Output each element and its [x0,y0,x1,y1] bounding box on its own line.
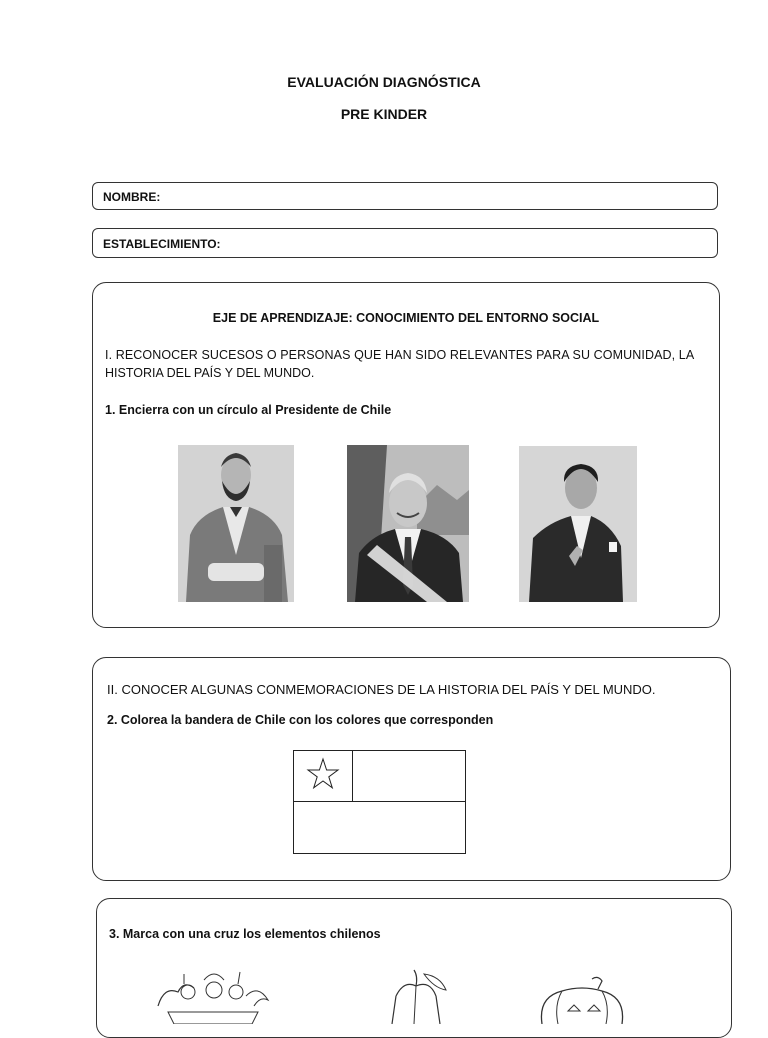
question-1: 1. Encierra con un círculo al Presidente de Chile [105,403,392,417]
question-2: 2. Colorea la bandera de Chile con los colores que corresponden [107,713,494,727]
pumpkin-drawing[interactable] [532,975,632,1024]
portrait-historical-man[interactable] [178,445,294,602]
portrait-tv-host[interactable] [519,446,637,602]
name-field[interactable] [92,182,718,210]
objective-line-2: HISTORIA DEL PAÍS Y DEL MUNDO. [105,366,315,380]
axis-title: EJE DE APRENDIZAJE: CONOCIMIENTO DEL ENTORNO SOCIAL [212,311,600,325]
coat-of-arms-drawing[interactable] [148,966,278,1024]
copihue-flower-drawing[interactable] [374,966,454,1024]
page-subtitle: PRE KINDER [340,106,428,122]
name-label: NOMBRE: [103,190,161,204]
objective-2: II. CONOCER ALGUNAS CONMEMORACIONES DE LA HISTORIA DEL PAÍS Y DEL MUNDO. [107,682,656,697]
portrait-president-sash[interactable] [347,445,469,602]
question-3: 3. Marca con una cruz los elementos chilenos [109,927,381,941]
chile-flag-outline[interactable] [293,750,466,853]
school-label: ESTABLECIMIENTO: [103,237,221,251]
objective-line-1: I. RECONOCER SUCESOS O PERSONAS QUE HAN SIDO RELEVANTES PARA SU COMUNIDAD, LA [105,348,695,362]
page-title: EVALUACIÓN DIAGNÓSTICA [287,74,481,90]
school-field[interactable] [92,228,718,258]
